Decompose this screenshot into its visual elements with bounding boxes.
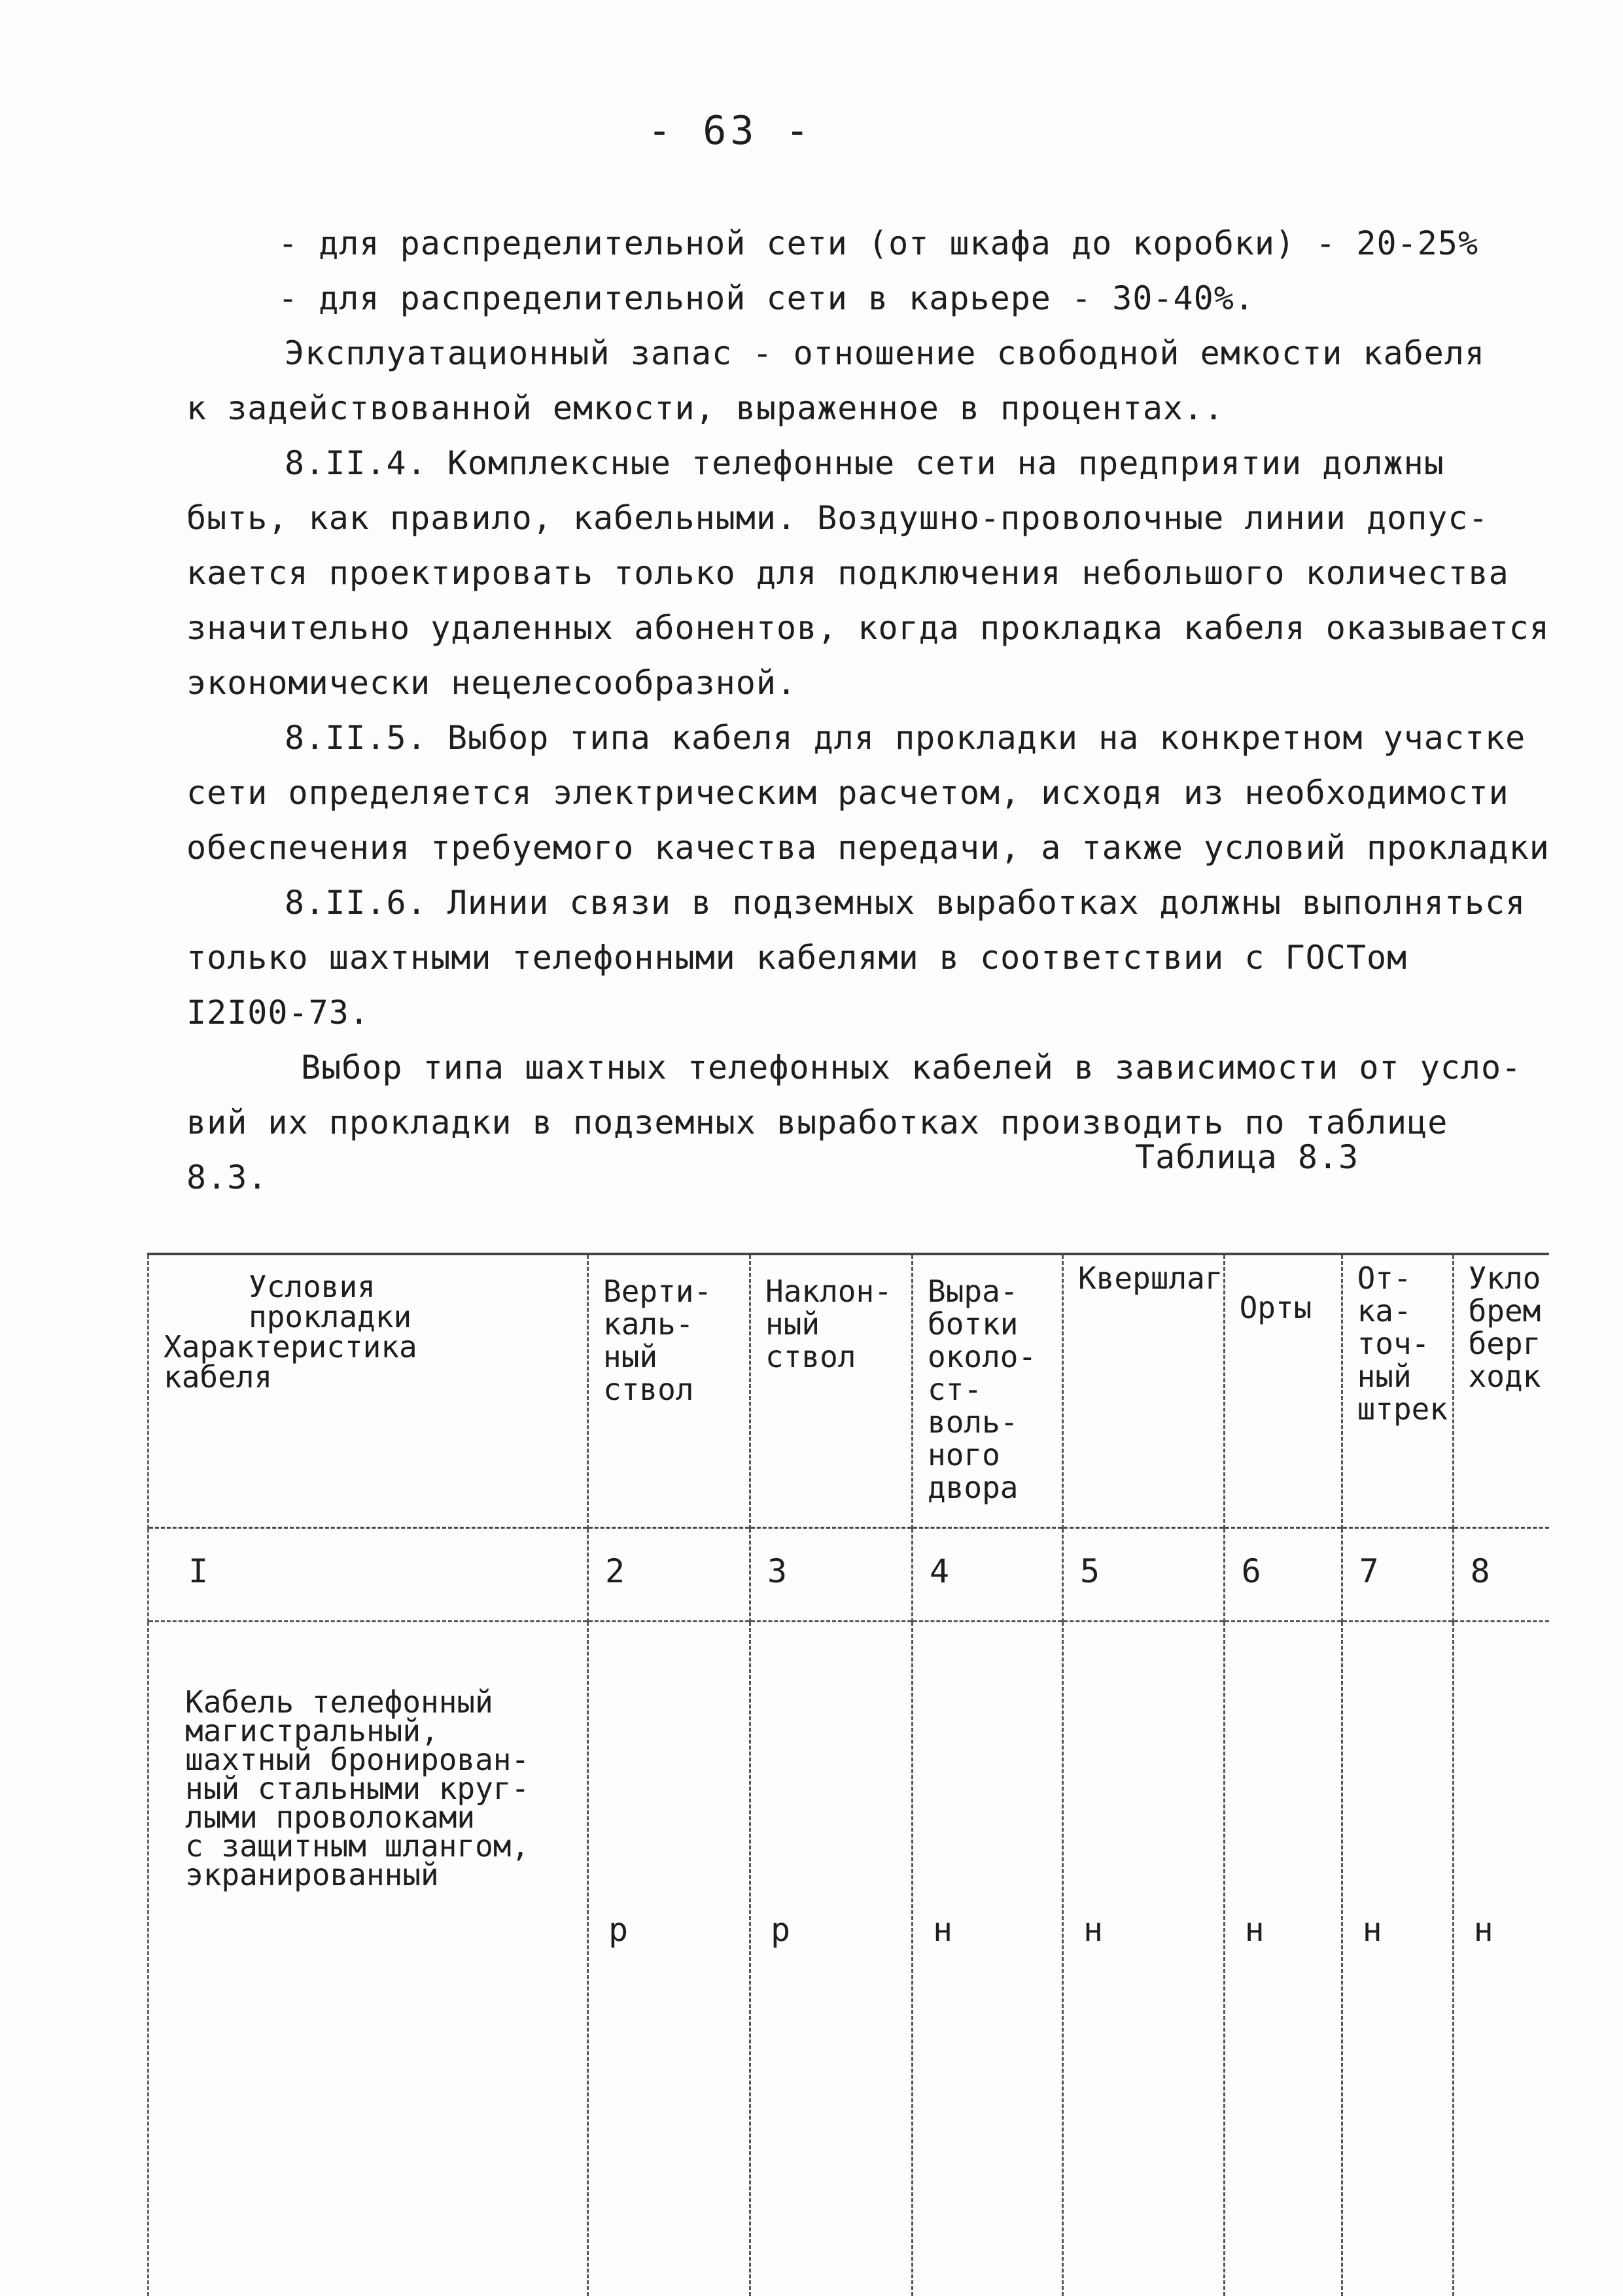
paragraph-line: к задействованной емкости, выраженное в процентах.. xyxy=(186,381,1554,436)
number-cell: I xyxy=(148,1528,588,1622)
paragraph-line: I2I00-73. xyxy=(186,985,1554,1040)
table-caption: Таблица 8.3 xyxy=(1135,1138,1359,1176)
number-cell: 4 xyxy=(913,1528,1063,1622)
value-cell: н xyxy=(1342,1622,1453,2296)
header-cell: От- ка- точ- ный штрек xyxy=(1342,1254,1453,1528)
table-row xyxy=(148,1622,1550,2296)
header-cell: Верти- каль- ный ствол xyxy=(588,1254,750,1528)
paragraph-line: только шахтными телефонными кабелями в соответствии с ГОСТом xyxy=(186,930,1554,985)
number-cell: 7 xyxy=(1342,1528,1453,1622)
paragraph-line: Эксплуатационный запас - отношение свободной емкости кабеля xyxy=(186,326,1554,381)
paragraph-line: Выбор типа шахтных телефонных кабелей в зависимости от усло- xyxy=(186,1040,1554,1095)
value-cell: р xyxy=(588,1622,750,2296)
number-cell: 8 xyxy=(1453,1528,1549,1622)
header-cell: Орты xyxy=(1224,1254,1342,1528)
body-text xyxy=(186,216,1554,1205)
paragraph-line: 8.3. xyxy=(186,1150,1554,1205)
paragraph-line: быть, как правило, кабельными. Воздушно-проволочные линии допус- xyxy=(186,491,1554,546)
cable-table xyxy=(147,1253,1549,2296)
value-cell: н xyxy=(1453,1622,1549,2296)
paragraph-line: - для распределительной сети в карьере - 30-40%. xyxy=(186,271,1554,326)
page-number: - 63 - xyxy=(648,108,813,154)
paragraph-line: сети определяется электрическим расчетом, исходя из необходимости xyxy=(186,765,1554,820)
number-cell: 3 xyxy=(750,1528,913,1622)
header-cell: Квершлаг xyxy=(1063,1254,1225,1528)
value-cell: н xyxy=(1063,1622,1225,2296)
number-cell: 5 xyxy=(1063,1528,1225,1622)
paragraph-line: вий их прокладки в подземных выработках производить по таблице xyxy=(186,1095,1554,1150)
paragraph-line: 8.II.4. Комплексные телефонные сети на предприятии должны xyxy=(186,436,1554,491)
paragraph-line: - для распределительной сети (от шкафа до коробки) - 20-25% xyxy=(186,216,1554,271)
paragraph-line: экономически нецелесообразной. xyxy=(186,655,1554,710)
table-header-row xyxy=(148,1254,1550,1528)
paragraph-line: 8.II.5. Выбор типа кабеля для прокладки на конкретном участке xyxy=(186,710,1554,765)
table-number-row xyxy=(148,1528,1550,1622)
header-cell: Выра- ботки около- ст- воль- ного двора xyxy=(913,1254,1063,1528)
characteristic-label: Характеристика кабеля xyxy=(164,1332,587,1392)
paragraph-line: обеспечения требуемого качества передачи, а также условий прокладки xyxy=(186,820,1554,875)
number-cell: 6 xyxy=(1224,1528,1342,1622)
value-cell: р xyxy=(750,1622,913,2296)
cable-description-cell: Кабель телефонный магистральный, шахтный бронирован- ный стальными круг- лыми проволоками с защитным шлангом, экранированный xyxy=(148,1622,588,2296)
header-cell: Наклон- ный ствол xyxy=(750,1254,913,1528)
conditions-label: Условия прокладки xyxy=(164,1272,587,1332)
value-cell: н xyxy=(1224,1622,1342,2296)
value-cell: н xyxy=(913,1622,1063,2296)
paragraph-line: значительно удаленных абонентов, когда прокладка кабеля оказывается xyxy=(186,600,1554,655)
paragraph-line: 8.II.6. Линии связи в подземных выработках должны выполняться xyxy=(186,875,1554,930)
number-cell: 2 xyxy=(588,1528,750,1622)
paragraph-line: кается проектировать только для подключения небольшого количества xyxy=(186,546,1554,600)
header-cell: Укло брем берг ходк xyxy=(1453,1254,1549,1528)
header-corner-cell xyxy=(148,1254,588,1528)
